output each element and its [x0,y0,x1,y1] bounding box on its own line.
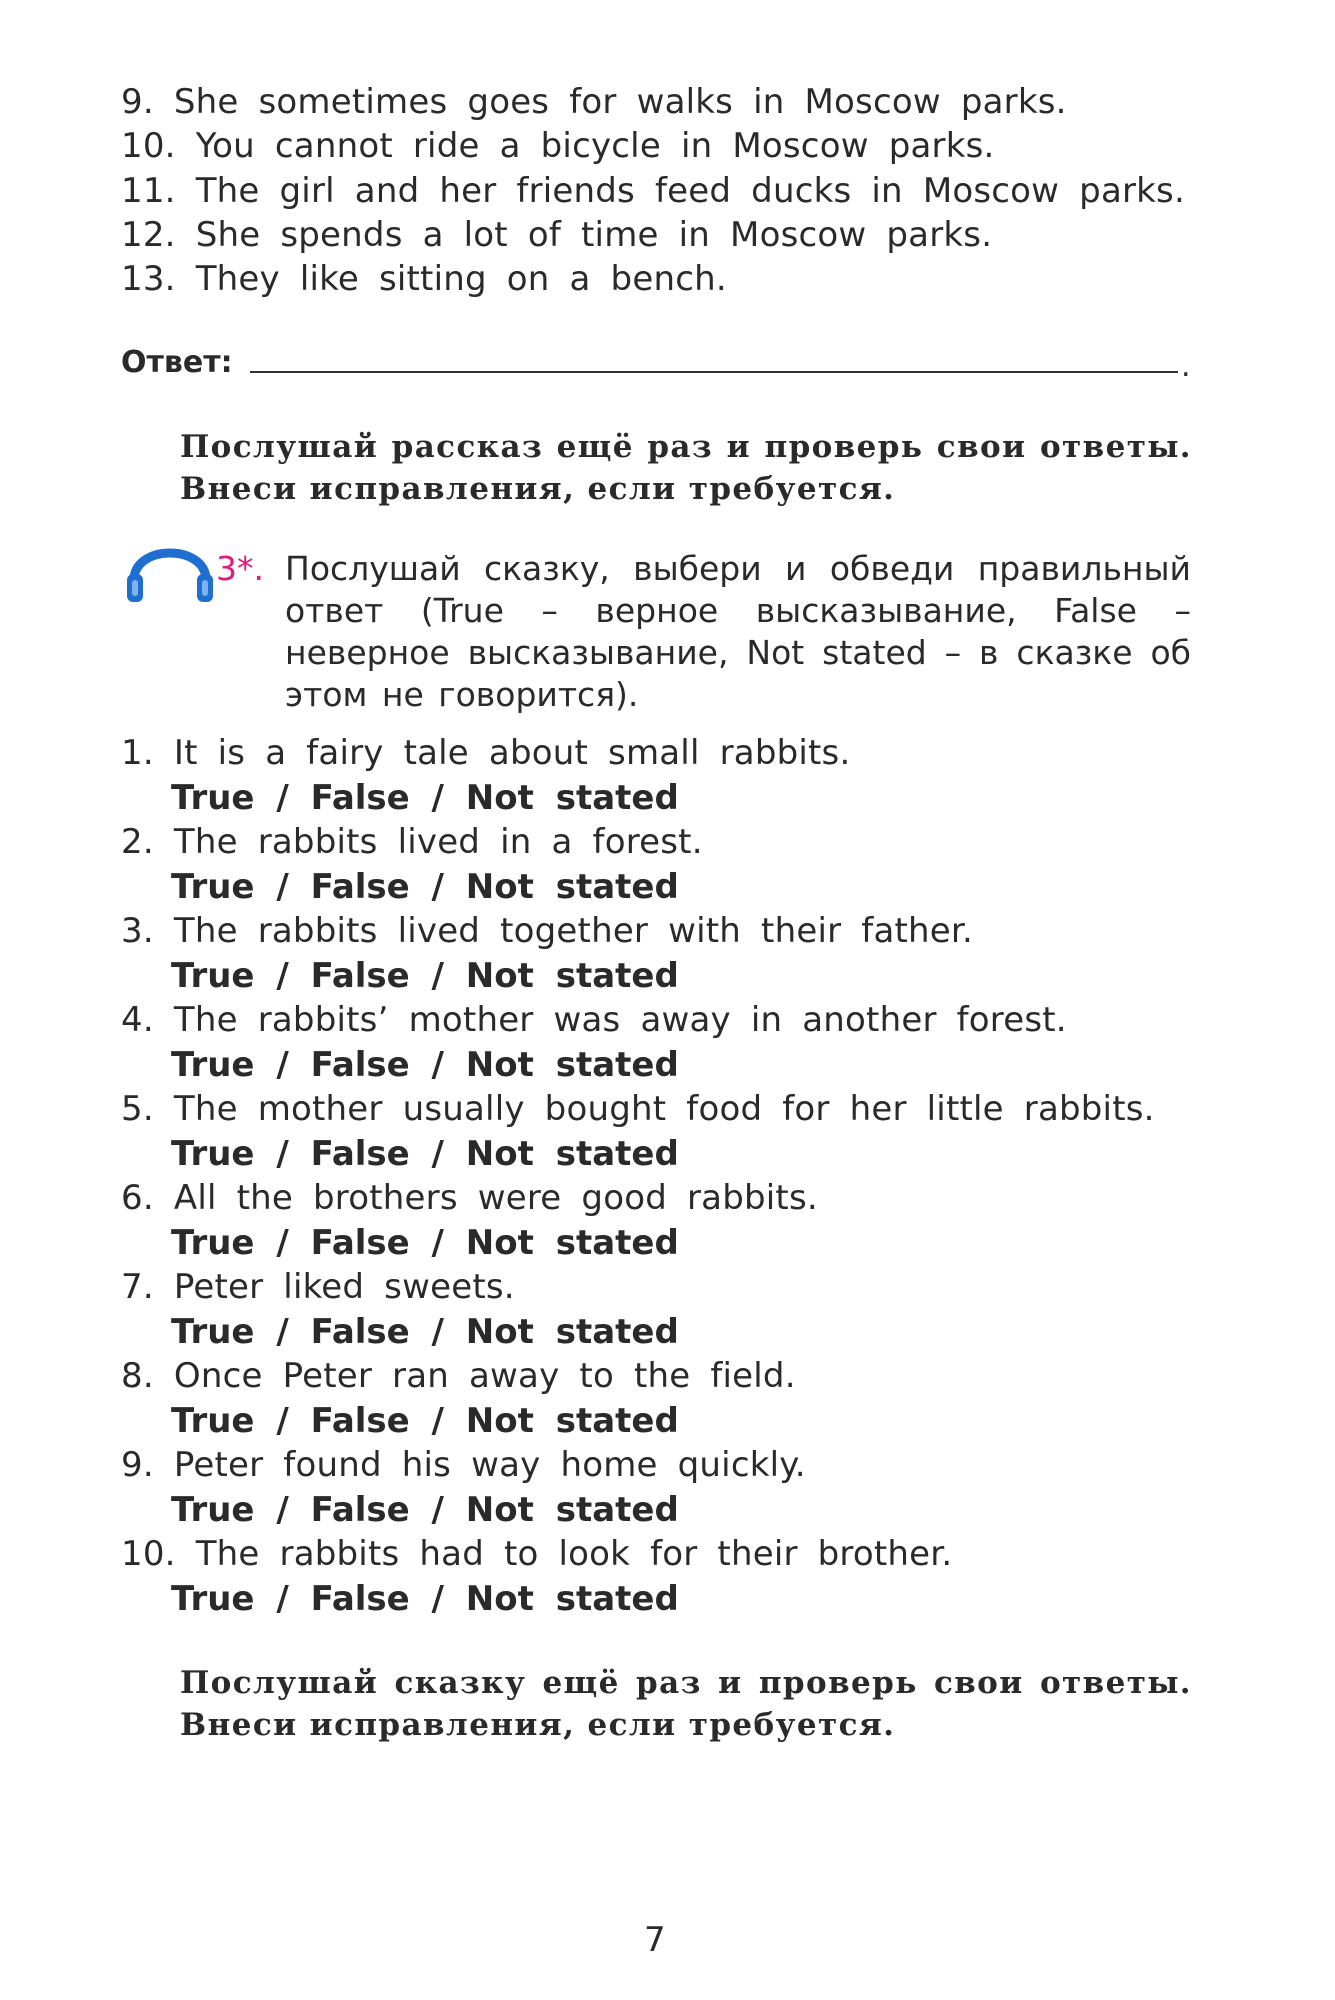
item-number: 10. [121,1534,176,1574]
item-text: The rabbits’ mother was away in another forest. [173,1000,1067,1040]
item-number: 8. [121,1356,154,1396]
statement-number: 13. [121,259,176,299]
statement-text: You cannot ride a bicycle in Moscow parks. [195,126,995,166]
item-number: 2. [121,822,154,862]
answer-choices[interactable]: True / False / Not stated [171,778,679,818]
statement-text: They like sitting on a bench. [195,259,727,299]
list-item [121,1267,515,1307]
list-item [121,1445,806,1485]
item-number: 1. [121,733,154,773]
statement-number: 9. [121,82,154,122]
answer-choices[interactable]: True / False / Not stated [171,867,679,907]
top-statement [121,259,727,299]
instruction-note: Послушай рассказ ещё раз и проверь свои ответы. Внеси исправления, если требуется. [180,429,1192,507]
answer-dot: . [1181,349,1191,384]
statement-number: 12. [121,215,176,255]
item-number: 7. [121,1267,154,1307]
answer-choices[interactable]: True / False / Not stated [171,1223,679,1263]
statement-text: The girl and her friends feed ducks in Moscow parks. [195,171,1185,211]
answer-choices[interactable]: True / False / Not stated [171,1134,679,1174]
answer-choices[interactable]: True / False / Not stated [171,1045,679,1085]
answer-choices[interactable]: True / False / Not stated [171,1312,679,1352]
list-item [121,1178,818,1218]
list-item [121,1534,952,1574]
task-number: 3*. [216,549,264,588]
task-instruction: Послушай сказку, выбери и обведи правильный ответ (True – верное высказывание, False – неверное высказывание, Not stated – в сказке об этом не говорится). [285,549,1191,714]
top-statement [121,171,1185,211]
item-number: 9. [121,1445,154,1485]
item-text: The rabbits lived together with their father. [173,911,973,951]
item-text: Peter found his way home quickly. [173,1445,806,1485]
item-number: 4. [121,1000,154,1040]
list-item [121,822,703,862]
item-text: The rabbits lived in a forest. [173,822,703,862]
list-item [121,911,973,951]
top-statement [121,82,1067,122]
item-text: It is a fairy tale about small rabbits. [173,733,851,773]
item-text: The mother usually bought food for her little rabbits. [173,1089,1155,1129]
statement-number: 10. [121,126,176,166]
headphones-icon [124,528,216,606]
statement-number: 11. [121,171,176,211]
answer-choices[interactable]: True / False / Not stated [171,1579,679,1619]
top-statement [121,126,995,166]
statement-text: She spends a lot of time in Moscow parks. [195,215,993,255]
page-number: 7 [644,1920,666,1960]
list-item [121,1356,796,1396]
item-number: 6. [121,1178,154,1218]
item-number: 3. [121,911,154,951]
answer-choices[interactable]: True / False / Not stated [171,1401,679,1441]
answer-field[interactable] [250,371,1178,373]
statement-text: She sometimes goes for walks in Moscow parks. [173,82,1067,122]
list-item [121,1089,1155,1129]
list-item [121,1000,1067,1040]
item-text: All the brothers were good rabbits. [173,1178,818,1218]
item-text: Once Peter ran away to the field. [173,1356,796,1396]
top-statement [121,215,992,255]
answer-choices[interactable]: True / False / Not stated [171,1490,679,1530]
answer-label: Ответ: [121,345,233,380]
item-text: Peter liked sweets. [173,1267,515,1307]
answer-choices[interactable]: True / False / Not stated [171,956,679,996]
instruction-note: Послушай сказку ещё раз и проверь свои ответы. Внеси исправления, если требуется. [180,1665,1192,1743]
item-text: The rabbits had to look for their brother. [195,1534,953,1574]
item-number: 5. [121,1089,154,1129]
list-item [121,733,850,773]
